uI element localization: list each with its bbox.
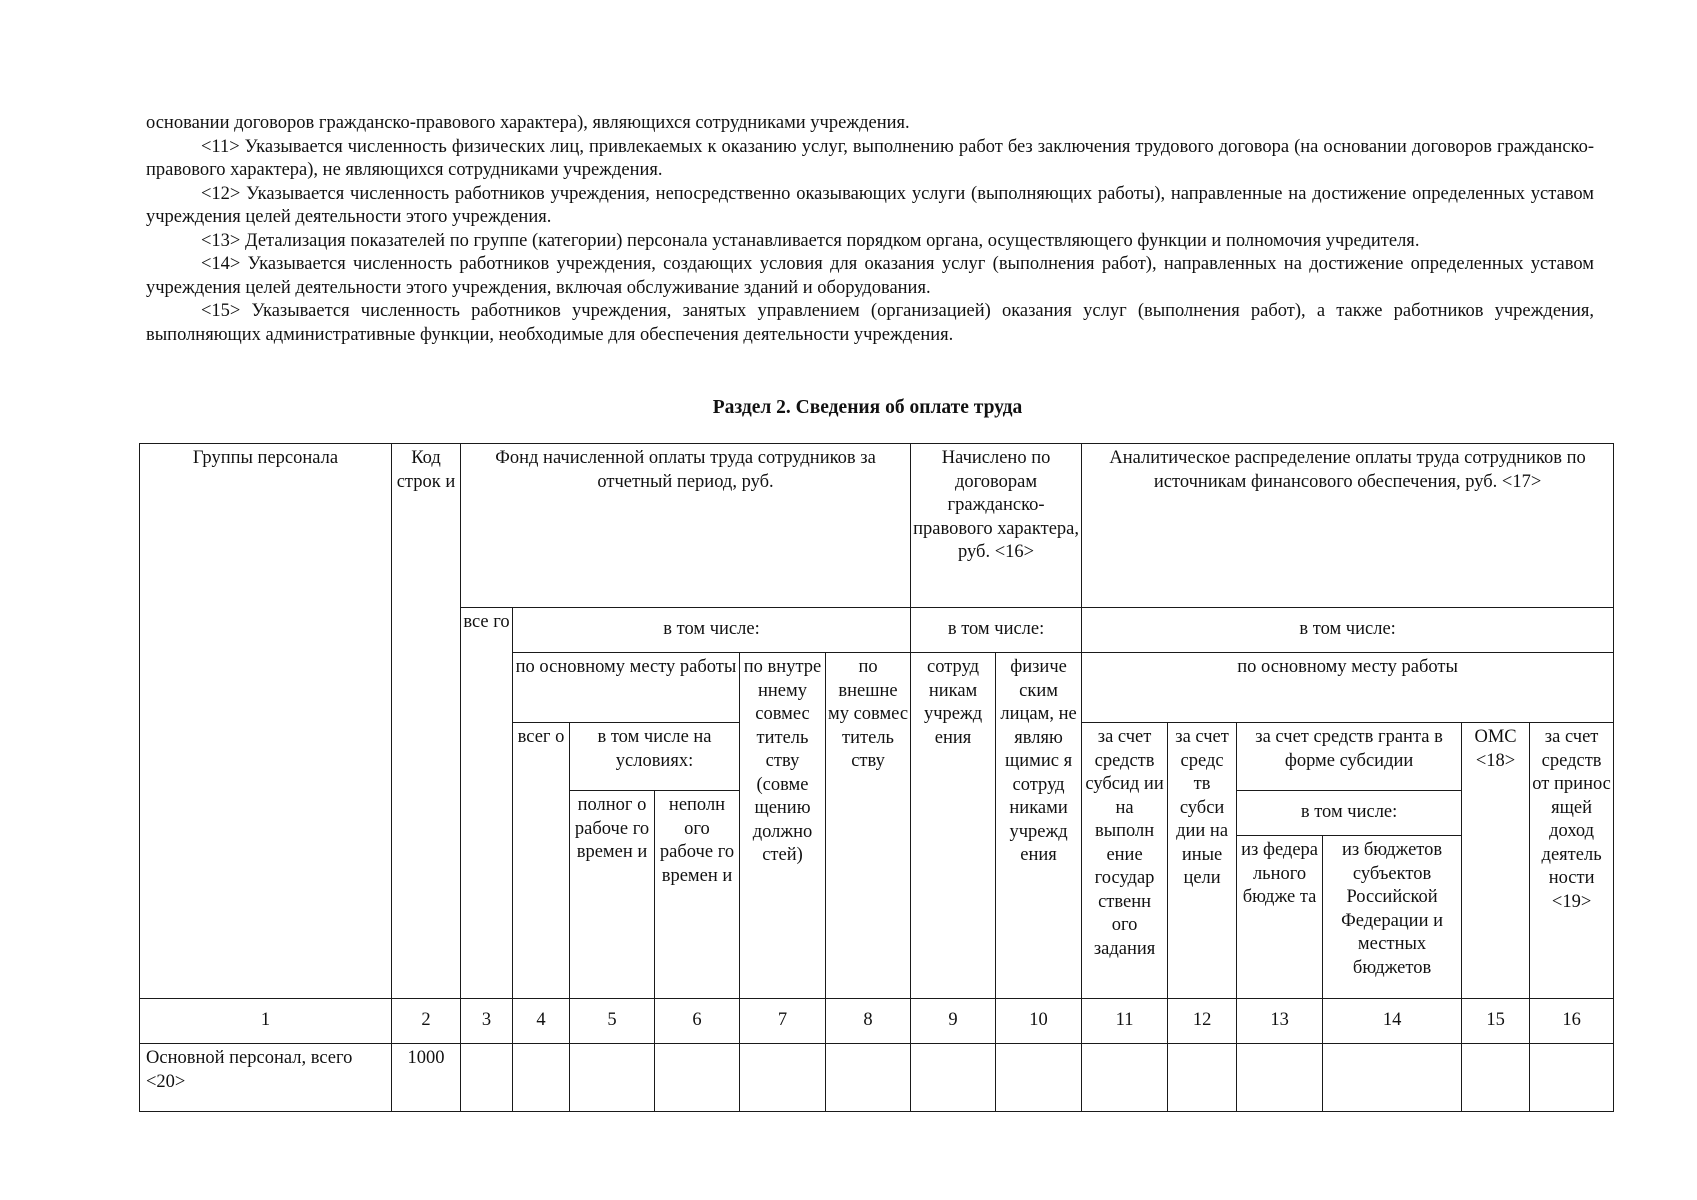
header-full-time: полног о рабоче го времен и: [570, 791, 655, 999]
header-subsidy-task: за счет средств субсид ии на выполн ение государ ственн ого задания: [1082, 723, 1168, 999]
cell: [911, 1044, 996, 1112]
col-number: 2: [392, 999, 461, 1044]
cell: [1237, 1044, 1323, 1112]
header-regional: из бюджетов субъектов Российской Федерации и местных бюджетов: [1323, 836, 1462, 999]
cell: [570, 1044, 655, 1112]
header-groups: Группы персонала: [140, 444, 392, 999]
footnote-12: <12> Указывается численность работников учреждения, непосредственно оказывающих услуги (выполняющих работы), направленные на достижение определенных уставом учреждения целей деятельности этого учреждения.: [146, 183, 1594, 227]
cell: [513, 1044, 570, 1112]
cell: [1462, 1044, 1530, 1112]
pay-table: [139, 443, 1614, 1112]
cell: [1530, 1044, 1614, 1112]
cell: [461, 1044, 513, 1112]
footnote-13: <13> Детализация показателей по группе (категории) персонала устанавливается порядком органа, осуществляющего функции и полномочия учредителя.: [201, 230, 1420, 251]
header-external: по внешне му совмес титель ству: [826, 653, 911, 999]
cell: [655, 1044, 740, 1112]
col-number: 10: [996, 999, 1082, 1044]
header-employees: сотруд никам учрежд ения: [911, 653, 996, 999]
footnote-14: <14> Указывается численность работников учреждения, создающих условия для оказания услуг (выполнения работ), направленных на достижение определенных уставом учреждения целей деятельности этого учреждения, включая обслуживание зданий и оборудования.: [146, 254, 1594, 298]
footnotes: [146, 112, 1594, 347]
header-main-total: всег о: [513, 723, 570, 999]
col-number: 8: [826, 999, 911, 1044]
header-total: все го: [461, 608, 513, 999]
col-number: 11: [1082, 999, 1168, 1044]
col-number: 9: [911, 999, 996, 1044]
row-code: 1000: [392, 1044, 461, 1112]
header-subsidy-other: за счет средс тв субси дии на иные цели: [1168, 723, 1237, 999]
header-conditions: в том числе на условиях:: [570, 723, 740, 791]
col-number: 14: [1323, 999, 1462, 1044]
section-title: Раздел 2. Сведения об оплате труда: [712, 397, 1023, 418]
cell: [740, 1044, 826, 1112]
col-number: 7: [740, 999, 826, 1044]
col-number: 6: [655, 999, 740, 1044]
header-internal: по внутре ннему совмес титель ству (совме щению должно стей): [740, 653, 826, 999]
col-number: 3: [461, 999, 513, 1044]
col-number: 12: [1168, 999, 1237, 1044]
header-grant-incl: в том числе:: [1237, 791, 1462, 836]
header-analytic-main: по основному месту работы: [1082, 653, 1614, 723]
header-analytic: Аналитическое распределение оплаты труда сотрудников по источникам финансового обеспечения, руб. <17>: [1082, 444, 1614, 608]
header-part-time: неполн ого рабоче го времен и: [655, 791, 740, 999]
cell: [1323, 1044, 1462, 1112]
header-fund-incl: в том числе:: [513, 608, 911, 653]
header-income: за счет средств от принос ящей доход деятель ности <19>: [1530, 723, 1614, 999]
header-main-job: по основному месту работы: [513, 653, 740, 723]
table-row: [140, 1044, 1614, 1112]
header-fund: Фонд начисленной оплаты труда сотрудников за отчетный период, руб.: [461, 444, 911, 608]
header-oms: ОМС <18>: [1462, 723, 1530, 999]
footnote-continuation: основании договоров гражданско-правового характера), являющихся сотрудниками учреждения.: [146, 113, 910, 133]
header-gph-incl: в том числе:: [911, 608, 1082, 653]
header-code: Код строк и: [392, 444, 461, 999]
col-number: 13: [1237, 999, 1323, 1044]
cell: [996, 1044, 1082, 1112]
cell: [1082, 1044, 1168, 1112]
col-number: 16: [1530, 999, 1614, 1044]
header-federal: из федера льного бюдже та: [1237, 836, 1323, 999]
header-individuals: физиче ским лицам, не являю щимис я сотруд никами учрежд ения: [996, 653, 1082, 999]
header-gph: Начислено по договорам гражданско-правового характера, руб. <16>: [911, 444, 1082, 608]
cell: [826, 1044, 911, 1112]
col-number: 1: [140, 999, 392, 1044]
footnote-11: <11> Указывается численность физических лиц, привлекаемых к оказанию услуг, выполнению работ без заключения трудового договора (на основании договоров гражданско-правового характера), не являющихся сотрудниками учреждения.: [146, 136, 1594, 180]
col-number: 15: [1462, 999, 1530, 1044]
header-grant: за счет средств гранта в форме субсидии: [1237, 723, 1462, 791]
header-analytic-incl: в том числе:: [1082, 608, 1614, 653]
cell: [1168, 1044, 1237, 1112]
footnote-15: <15> Указывается численность работников учреждения, занятых управлением (организацией) оказания услуг (выполнения работ), а также работников учреждения, выполняющих административные функции, необходимые для обеспечения деятельности учреждения.: [146, 301, 1594, 345]
col-number: 5: [570, 999, 655, 1044]
row-label: Основной персонал, всего <20>: [140, 1044, 392, 1112]
col-number: 4: [513, 999, 570, 1044]
